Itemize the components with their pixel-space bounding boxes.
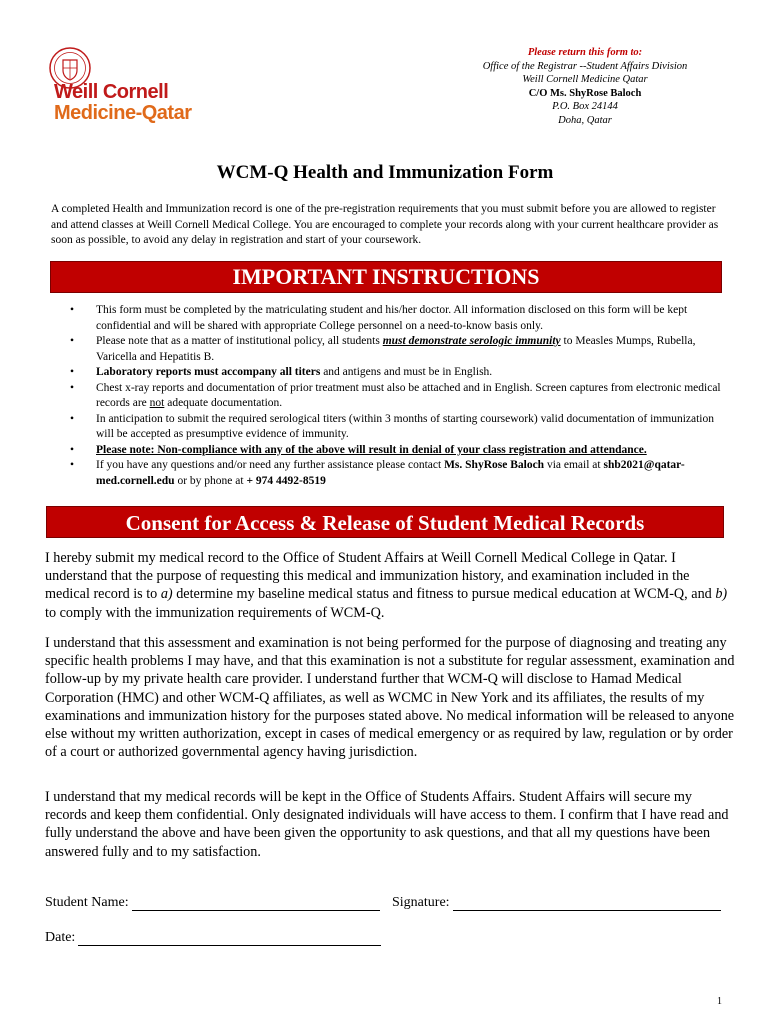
consent-paragraph-3: I understand that my medical records will be kept in the Office of Students Affairs. Student Affairs will secure my records and keep them confidential. Only designated individuals will have access to them. I confirm that I have read and fully understand the above and have been given the opportunity to ask questions, and that all my questions have been answered fully and to my satisfaction. [45,789,729,860]
return-heading: Please return this form to: [527,47,643,58]
logo-line-1: Weill Cornell [54,81,169,103]
consent-text: I hereby submit my medical record to the Office of Student Affairs at Weill Cornell Medical College in Qatar. I understand that the purpose of requesting this medical and immunization history, and examination included in the medical record is to [45,550,690,603]
return-line-pobox: P.O. Box 24144 [552,101,618,113]
instruction-item [70,334,725,365]
consent-banner: Consent for Access & Release of Student Medical Records [46,506,724,538]
instruction-text: Chest x-ray reports and documentation of prior treatment must also be attached and in English. Screen captures from electronic medical records are [96,381,721,409]
instruction-item [70,365,725,381]
return-line-office: Office of the Registrar --Student Affairs Division [482,60,688,72]
return-line-city: Doha, Qatar [558,114,612,126]
return-line-institution: Weill Cornell Medicine Qatar [522,74,648,86]
instruction-item [70,443,725,459]
instruction-text: This form must be completed by the matriculating student and his/her doctor. All information disclosed on this form will be kept confidential and will be shared with appropriate College personnel on a need-to-know basis only. [96,304,688,332]
return-address [420,46,750,128]
contact-phone: + 974 4492-8519 [246,474,326,487]
instruction-text: to Measles Mumps, Rubella, Varicella and Hepatitis B. [96,335,696,363]
instruction-item [70,381,725,412]
bullet-icon: • [70,459,75,471]
wcmq-logo [48,46,263,126]
contact-name: Ms. ShyRose Baloch [444,459,545,471]
lab-reports-emphasis: Laboratory reports must accompany all titers [96,366,321,378]
bullet-icon: • [70,381,75,394]
form-title: WCM-Q Health and Immunization Form [216,162,554,183]
student-name-field [45,895,380,911]
date-field [45,930,381,946]
consent-paragraph-2: I understand that this assessment and examination is not being performed for the purpose of diagnosing and treating any specific health problems I may have, and that this examination is not a substitute for regular assessment, examination and follow-up by my private health care provider. I understand further that WCM-Q will disclose to Hamad Medical Corporation (HMC) and other WCM-Q affiliates, as well as WCMC in New York and its affiliates, the results of my examinations and immunization history for the purposes stated above. No medical information will be released to anyone else without my written authorization, except in cases of medical emergency or as required by law, regulation or by order of a court or authorized governmental agency having jurisdiction. [45,635,735,761]
bullet-icon: • [70,412,75,425]
signature-field [392,895,721,911]
instruction-text: and antigens and must be in English. [320,366,493,378]
intro-paragraph: A completed Health and Immunization record is one of the pre-registration requirements that you must submit before you are allowed to register and attend classes at Weill Cornell Medical College. You are encouraged to complete your records along with your current healthcare provider as soon as possible, to avoid any delay in registration and start of your coursework. [51,203,719,246]
signature-line[interactable] [453,896,721,911]
bullet-icon: • [70,304,75,316]
instruction-item [70,458,725,489]
consent-item-a: a) [160,586,173,603]
consent-text: to comply with the immunization requirements of WCM-Q. [45,604,385,621]
bullet-icon: • [70,335,75,347]
student-name-label: Student Name: [45,895,129,910]
bullet-icon: • [70,366,75,378]
instruction-text: Please note that as a matter of institutional policy, all students [96,335,383,347]
instruction-text: If you have any questions and/or need any further assistance please contact [96,459,445,471]
return-line-contact: C/O Ms. ShyRose Baloch [528,87,642,99]
not-emphasis: not [149,397,165,409]
instructions-banner: IMPORTANT INSTRUCTIONS [50,261,722,293]
instruction-item [70,303,725,334]
consent-paragraph-1 [45,549,735,622]
instruction-text: via email at [544,459,604,471]
instruction-item [70,412,725,443]
consent-item-b: b) [715,586,728,603]
instruction-text: adequate documentation. [164,397,283,409]
instructions-list [70,303,725,489]
logo-line-2: Medicine-Qatar [54,102,192,124]
non-compliance-warning: Please note: Non-compliance with any of the above will result in denial of your class registration and attendance. [96,443,647,456]
signature-label: Signature: [392,895,450,910]
consent-text: determine my baseline medical status and fitness to pursue medical education at WCM-Q, and [172,586,716,603]
date-label: Date: [45,930,76,945]
bullet-icon: • [70,443,75,456]
contact-email: shb2021@qatar-med.cornell.edu [96,459,685,487]
date-line[interactable] [78,931,381,946]
student-name-line[interactable] [132,896,380,911]
instruction-text: or by phone at [174,474,247,487]
serologic-immunity-emphasis: must demonstrate serologic immunity [382,335,561,347]
page-number: 1 [717,996,722,1007]
instruction-text: In anticipation to submit the required serological titers (within 3 months of starting coursework) valid documentation of immunization will be accepted as presumptive evidence of immunity. [96,412,714,440]
